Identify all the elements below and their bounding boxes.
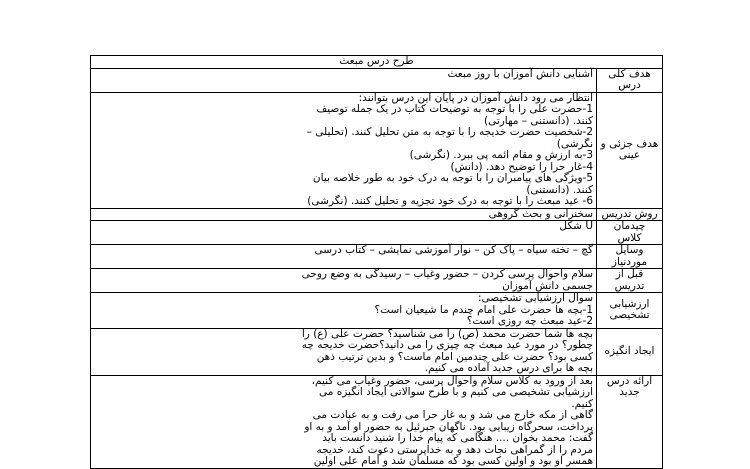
row-label: هدف کلی درس — [597, 68, 663, 92]
table-row — [91, 293, 663, 329]
content-line: کنیم. — [571, 397, 593, 410]
content-line: 6- عید مبعث را با توجه به درک خود تجزیه و تحلیل کنند. (نگرشی) — [307, 195, 593, 207]
row-label: ایجاد انگیزه — [597, 328, 663, 375]
table-row — [91, 68, 663, 92]
content-line: چطور؟ در مورد عید مبعث چه چیزی را می دانید؟حضرت خدیجه چه — [301, 339, 593, 351]
content-line: مردم را از گمراهی نجات دهد و به خداپرستی دعوت کند، خدیجه — [316, 443, 593, 456]
content-line: 2-شخصیت حضرت خدیجه را با توجه به متن تحلیل کنند. (تحلیلی – — [306, 126, 593, 138]
row-label: ارزشیابی تشخیصی — [597, 293, 663, 329]
content-line: کنند. (دانستنی – مهارتی) — [483, 114, 593, 127]
content-line: 2-عید مبعث چه روزی است؟ — [466, 315, 593, 327]
content-line: بچه ها برای درس جدید آماده می کنیم. — [424, 362, 593, 374]
row-label: وسایل موردنیاز — [597, 245, 663, 269]
row-content — [91, 245, 597, 269]
content-line: 5-ویژگی های پیامبران را با توجه به درک خود به طور خلاصه بیان — [312, 172, 593, 184]
content-line: کسی بود؟ حضرت علی چندمین امام ماست؟ و بدین ترتیب ذهن — [316, 350, 593, 363]
content-line: U شکل — [559, 220, 593, 232]
content-line: بعد از ورود به کلاس سلام واحوال پرسی، حضور وغیاب می کنیم، — [311, 375, 593, 387]
content-line: 1-بچه ها حضرت علی امام چندم ما شیعیان است؟ — [374, 303, 593, 316]
title-row — [91, 56, 663, 69]
table-row — [91, 328, 663, 375]
content-line: سخنرانی و بحث گروهی — [488, 207, 593, 220]
row-label: قبل از تدریس — [597, 269, 663, 293]
content-line: پرداخت، سحرگاه زیبایی بود. ناگهان جبرئیل به حضور او آمد و به او — [304, 420, 593, 433]
table-row — [91, 208, 663, 221]
content-line: 3-به ارزش و مقام ائمه پی ببرد. (نگرشی) — [409, 149, 593, 161]
content-line: جسمی دانش آموزان — [502, 279, 593, 292]
content-line: گچ – تخته سیاه – پاک کن – نوار آموزشی نمایشی – کتاب درسی — [314, 244, 593, 256]
row-content — [91, 68, 597, 92]
content-line: سوال ارزشیابی تشخیصی: — [478, 292, 593, 304]
table-row — [91, 92, 663, 208]
row-label: ارائه درس جدید — [597, 375, 663, 468]
lesson-plan-table — [90, 55, 663, 469]
row-label: چیدمان کلاس — [597, 221, 663, 245]
content-line: سلام واحوال پرسی کردن – حضور وغیاب – رسیدگی به وضع روحی — [301, 268, 593, 280]
table-row — [91, 375, 663, 468]
row-label: روش تدریس — [597, 208, 663, 221]
content-line: انتظار می رود دانش آموزان در پایان این درس بتوانند: — [358, 91, 593, 104]
content-line: نگرشی) — [556, 137, 593, 150]
content-line: گفت: محمد بخوان .... هنگامی که پیام خدا را شنید دانست باید — [322, 432, 593, 444]
content-line: ارزشیابی تشخیصی می کنیم و با طرح سوالاتی ایجاد انگیزه می — [319, 386, 593, 398]
table-row — [91, 245, 663, 269]
row-content — [91, 328, 597, 375]
content-line: کنند. (دانستنی) — [526, 183, 593, 196]
row-content — [91, 269, 597, 293]
content-line: همسر او بود و اولین کسی بود که مسلمان شد و امام علی اولین — [313, 455, 593, 467]
lesson-plan-sheet — [90, 55, 662, 469]
row-content — [91, 208, 597, 221]
row-label: هدف جزئی و عینی — [597, 92, 663, 208]
content-line: 4-غار حرا را توضیح دهد. (دانش) — [450, 160, 593, 173]
content-line: گاهی از مکه خارج می شد و به غار حرا می رفت و به عبادت می — [312, 409, 593, 421]
row-content — [91, 293, 597, 329]
row-content — [91, 221, 597, 245]
table-row — [91, 269, 663, 293]
content-line: 1-حضرت علی را با توجه به توضیحات کتاب در یک جمله توصیف — [316, 103, 593, 115]
row-content — [91, 375, 597, 468]
content-line: بچه ها شما حضرت محمد (ص) را می شناسید؟ حضرت علی (ع) را — [301, 327, 593, 340]
page-title: طرح درس مبعث — [91, 56, 663, 69]
table-row — [91, 221, 663, 245]
row-content — [91, 92, 597, 208]
content-line: آشنایی دانش آموزان با روز مبعث — [447, 67, 593, 80]
